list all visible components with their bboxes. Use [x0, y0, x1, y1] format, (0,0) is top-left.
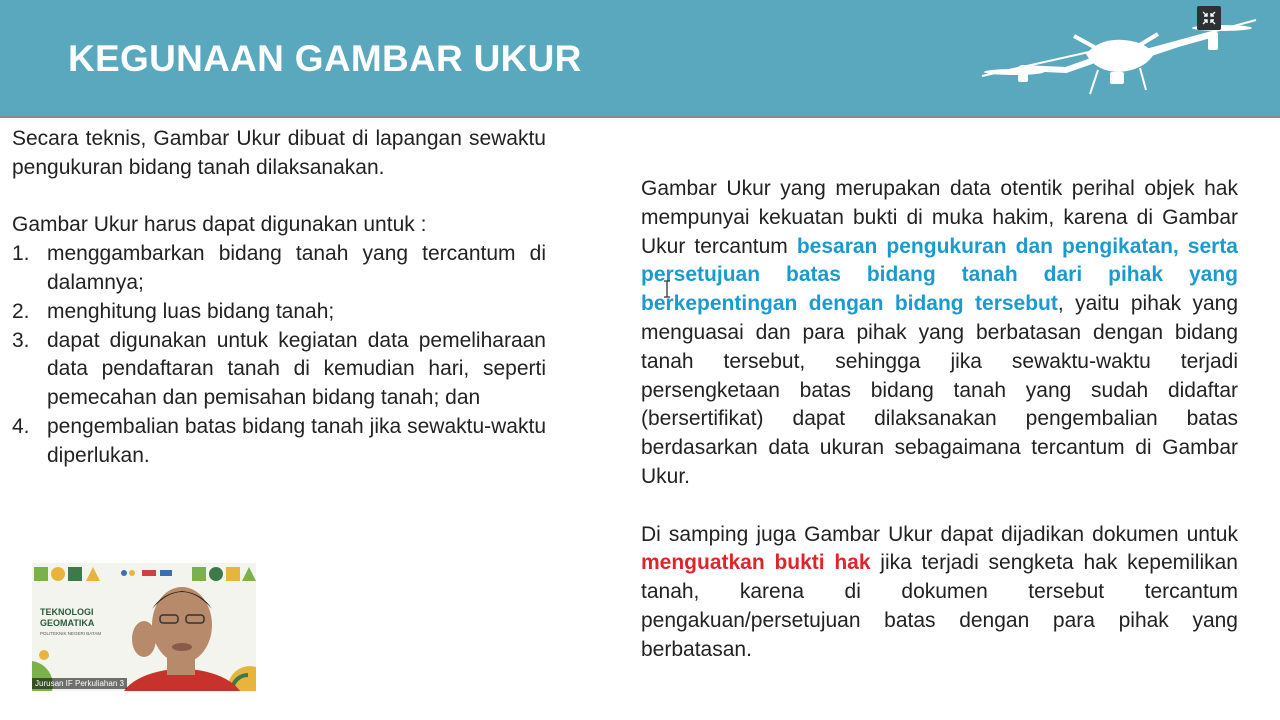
exit-fullscreen-button[interactable] — [1197, 6, 1221, 30]
list-item: 3. dapat digunakan untuk kegiatan data pemeliharaan data pendaftaran tanah di kemudian hari, seperti pemecahan dan pemisahan bidang tanah; dan — [12, 328, 546, 410]
list-item: 4. pengembalian batas bidang tanah jika sewaktu-waktu diperlukan. — [12, 414, 546, 467]
webcam-brand-sub: POLITEKNIK NEGERI BATAM — [40, 631, 102, 636]
list-item: 2. menghitung luas bidang tanah; — [12, 299, 335, 323]
evidence-paragraph: Gambar Ukur yang merupakan data otentik perihal objek hak mempunyai kekuatan bukti di muka hakim, karena di Gambar Ukur tercantum besaran pengukuran dan pengikatan, serta persetujuan batas bidang tanah dari pihak yang berkepentingan dengan bidang tersebut, yaitu pihak yang menguasai dan para pihak yang berbatasan dengan bidang tanah tersebut, sehingga jika sewaktu-waktu terjadi persengketaan batas bidang tanah yang sudah didaftar (bersertifikat) dapat dilaksanakan pengembalian batas berdasarkan data ukuran sebagaimana tercantum di Gambar Ukur. — [641, 177, 1238, 488]
highlight-blue-text: besaran pengukuran dan pengikatan, serta persetujuan batas bidang tanah dari pihak yang berkepentingan dengan bidang tersebut — [641, 234, 1238, 316]
exit-fullscreen-icon — [1202, 11, 1216, 25]
right-column — [641, 175, 1238, 665]
list-item: 1. menggambarkan bidang tanah yang tercantum di dalamnya; — [12, 242, 546, 294]
webcam-name-label: Jurusan IF Perkuliahan 3 — [32, 678, 127, 689]
webcam-brand: TEKNOLOGI GEOMATIKA — [40, 607, 95, 628]
dispute-paragraph: Di samping juga Gambar Ukur dapat dijadikan dokumen untuk menguatkan bukti hak jika terjadi sengketa hak kepemilikan tanah, karena di dokumen tersebut tercantum pengakuan/persetujuan batas dengan para pihak yang berbatasan. — [641, 522, 1238, 661]
slide-header — [0, 0, 1280, 118]
highlight-red-text: menguatkan bukti hak — [641, 551, 871, 575]
usage-list — [12, 240, 546, 470]
webcam-overlay[interactable] — [32, 563, 256, 691]
intro-paragraph: Secara teknis, Gambar Ukur dibuat di lapangan sewaktu pengukuran bidang tanah dilaksanakan. — [12, 127, 546, 179]
slide-title: KEGUNAAN GAMBAR UKUR — [68, 38, 582, 79]
list-heading: Gambar Ukur harus dapat digunakan untuk : — [12, 213, 427, 237]
left-column — [12, 125, 546, 471]
text-cursor-icon — [662, 280, 672, 298]
